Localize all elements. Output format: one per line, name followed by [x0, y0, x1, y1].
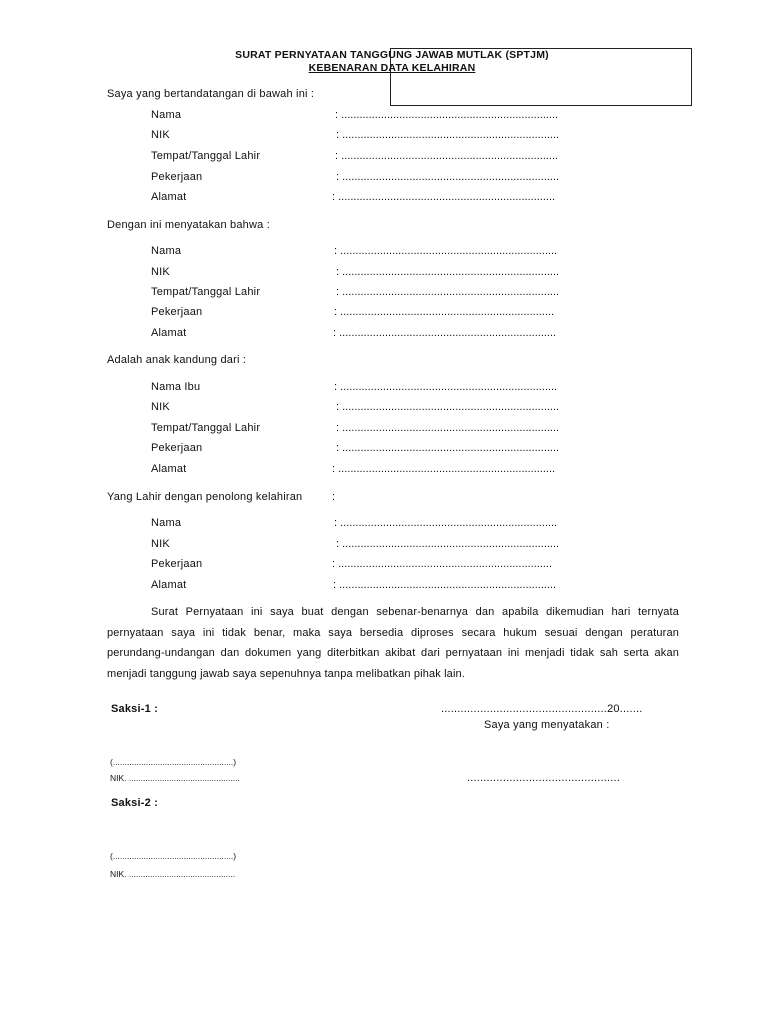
- field-value: : .......................................................................: [335, 109, 559, 121]
- field-label: Alamat: [151, 327, 187, 339]
- field-label: Nama: [151, 245, 182, 257]
- field-value: : .......................................................................: [333, 327, 557, 339]
- witness2-label: Saksi-2 :: [111, 797, 159, 809]
- date-line: ...................................................20.......: [441, 703, 643, 715]
- field-value: : .......................................................................: [333, 579, 557, 591]
- field-label: NIK: [151, 401, 170, 413]
- field-value: : .......................................................................: [335, 150, 559, 162]
- field-value: : .......................................................................: [336, 442, 560, 454]
- field-label: Alamat: [151, 463, 187, 475]
- field-value: : .......................................................................: [336, 129, 560, 141]
- field-label: Alamat: [151, 191, 187, 203]
- field-label: Tempat/Tanggal Lahir: [151, 286, 261, 298]
- field-label: Tempat/Tanggal Lahir: [151, 150, 261, 162]
- field-value: : .......................................................................: [332, 191, 556, 203]
- field-value: : .......................................................................: [332, 463, 556, 475]
- section-subject-heading: Dengan ini menyatakan bahwa :: [107, 219, 270, 231]
- field-value: : .......................................................................: [336, 422, 560, 434]
- field-value: : ......................................................................: [334, 306, 555, 318]
- witness2-nik-line: NIK. .............................................: [110, 869, 236, 879]
- field-value: : .......................................................................: [336, 401, 560, 413]
- field-label: Pekerjaan: [151, 171, 203, 183]
- witness1-nik-line: NIK. ...............................................: [110, 773, 240, 783]
- field-label: Pekerjaan: [151, 558, 203, 570]
- witness2-name-line: (...................................................): [110, 851, 237, 861]
- statement-text: Surat Pernyataan ini saya buat dengan sebenar-benarnya dan apabila dikemudian hari ternyata pernyataan saya ini tidak benar, maka saya bersedia diproses secara hukum sesuai dengan peraturan perundang-undangan dan dokumen yang diterbitkan akibat dari pernyataan ini menjadi tidak sah serta akan menjadi tanggung jawab saya sepenuhnya tanpa melibatkan pihak lain.: [107, 606, 679, 680]
- section-declarant-heading: Saya yang bertandatangan di bawah ini :: [107, 88, 315, 100]
- section-heading-text: Yang Lahir dengan penolong kelahiran: [107, 491, 303, 503]
- field-label: Nama Ibu: [151, 381, 201, 393]
- field-value: : .......................................................................: [334, 517, 558, 529]
- document-title: SURAT PERNYATAAN TANGGUNG JAWAB MUTLAK (SPTJM): [235, 49, 549, 61]
- section-birth-attendant-heading: [107, 491, 302, 503]
- field-label: Nama: [151, 109, 182, 121]
- field-label: NIK: [151, 266, 170, 278]
- field-value: : .......................................................................: [336, 286, 560, 298]
- section-heading-colon: :: [332, 491, 336, 503]
- field-value: : ......................................................................: [332, 558, 553, 570]
- witness1-name-line: (...................................................): [110, 757, 237, 767]
- field-value: : .......................................................................: [336, 538, 560, 550]
- field-label: Alamat: [151, 579, 187, 591]
- field-label: NIK: [151, 129, 170, 141]
- declarant-name-line: ...............................................: [467, 772, 621, 784]
- statement-paragraph: [107, 602, 679, 684]
- field-value: : .......................................................................: [334, 381, 558, 393]
- section-parent-heading: Adalah anak kandung dari :: [107, 354, 247, 366]
- field-label: Tempat/Tanggal Lahir: [151, 422, 261, 434]
- field-value: : .......................................................................: [334, 245, 558, 257]
- field-label: Pekerjaan: [151, 442, 203, 454]
- field-label: Pekerjaan: [151, 306, 203, 318]
- field-value: : .......................................................................: [336, 171, 560, 183]
- document-subtitle: KEBENARAN DATA KELAHIRAN: [308, 62, 476, 74]
- declarant-label: Saya yang menyatakan :: [484, 719, 610, 731]
- witness1-label: Saksi-1 :: [111, 703, 159, 715]
- field-value: : .......................................................................: [336, 266, 560, 278]
- field-label: NIK: [151, 538, 170, 550]
- field-label: Nama: [151, 517, 182, 529]
